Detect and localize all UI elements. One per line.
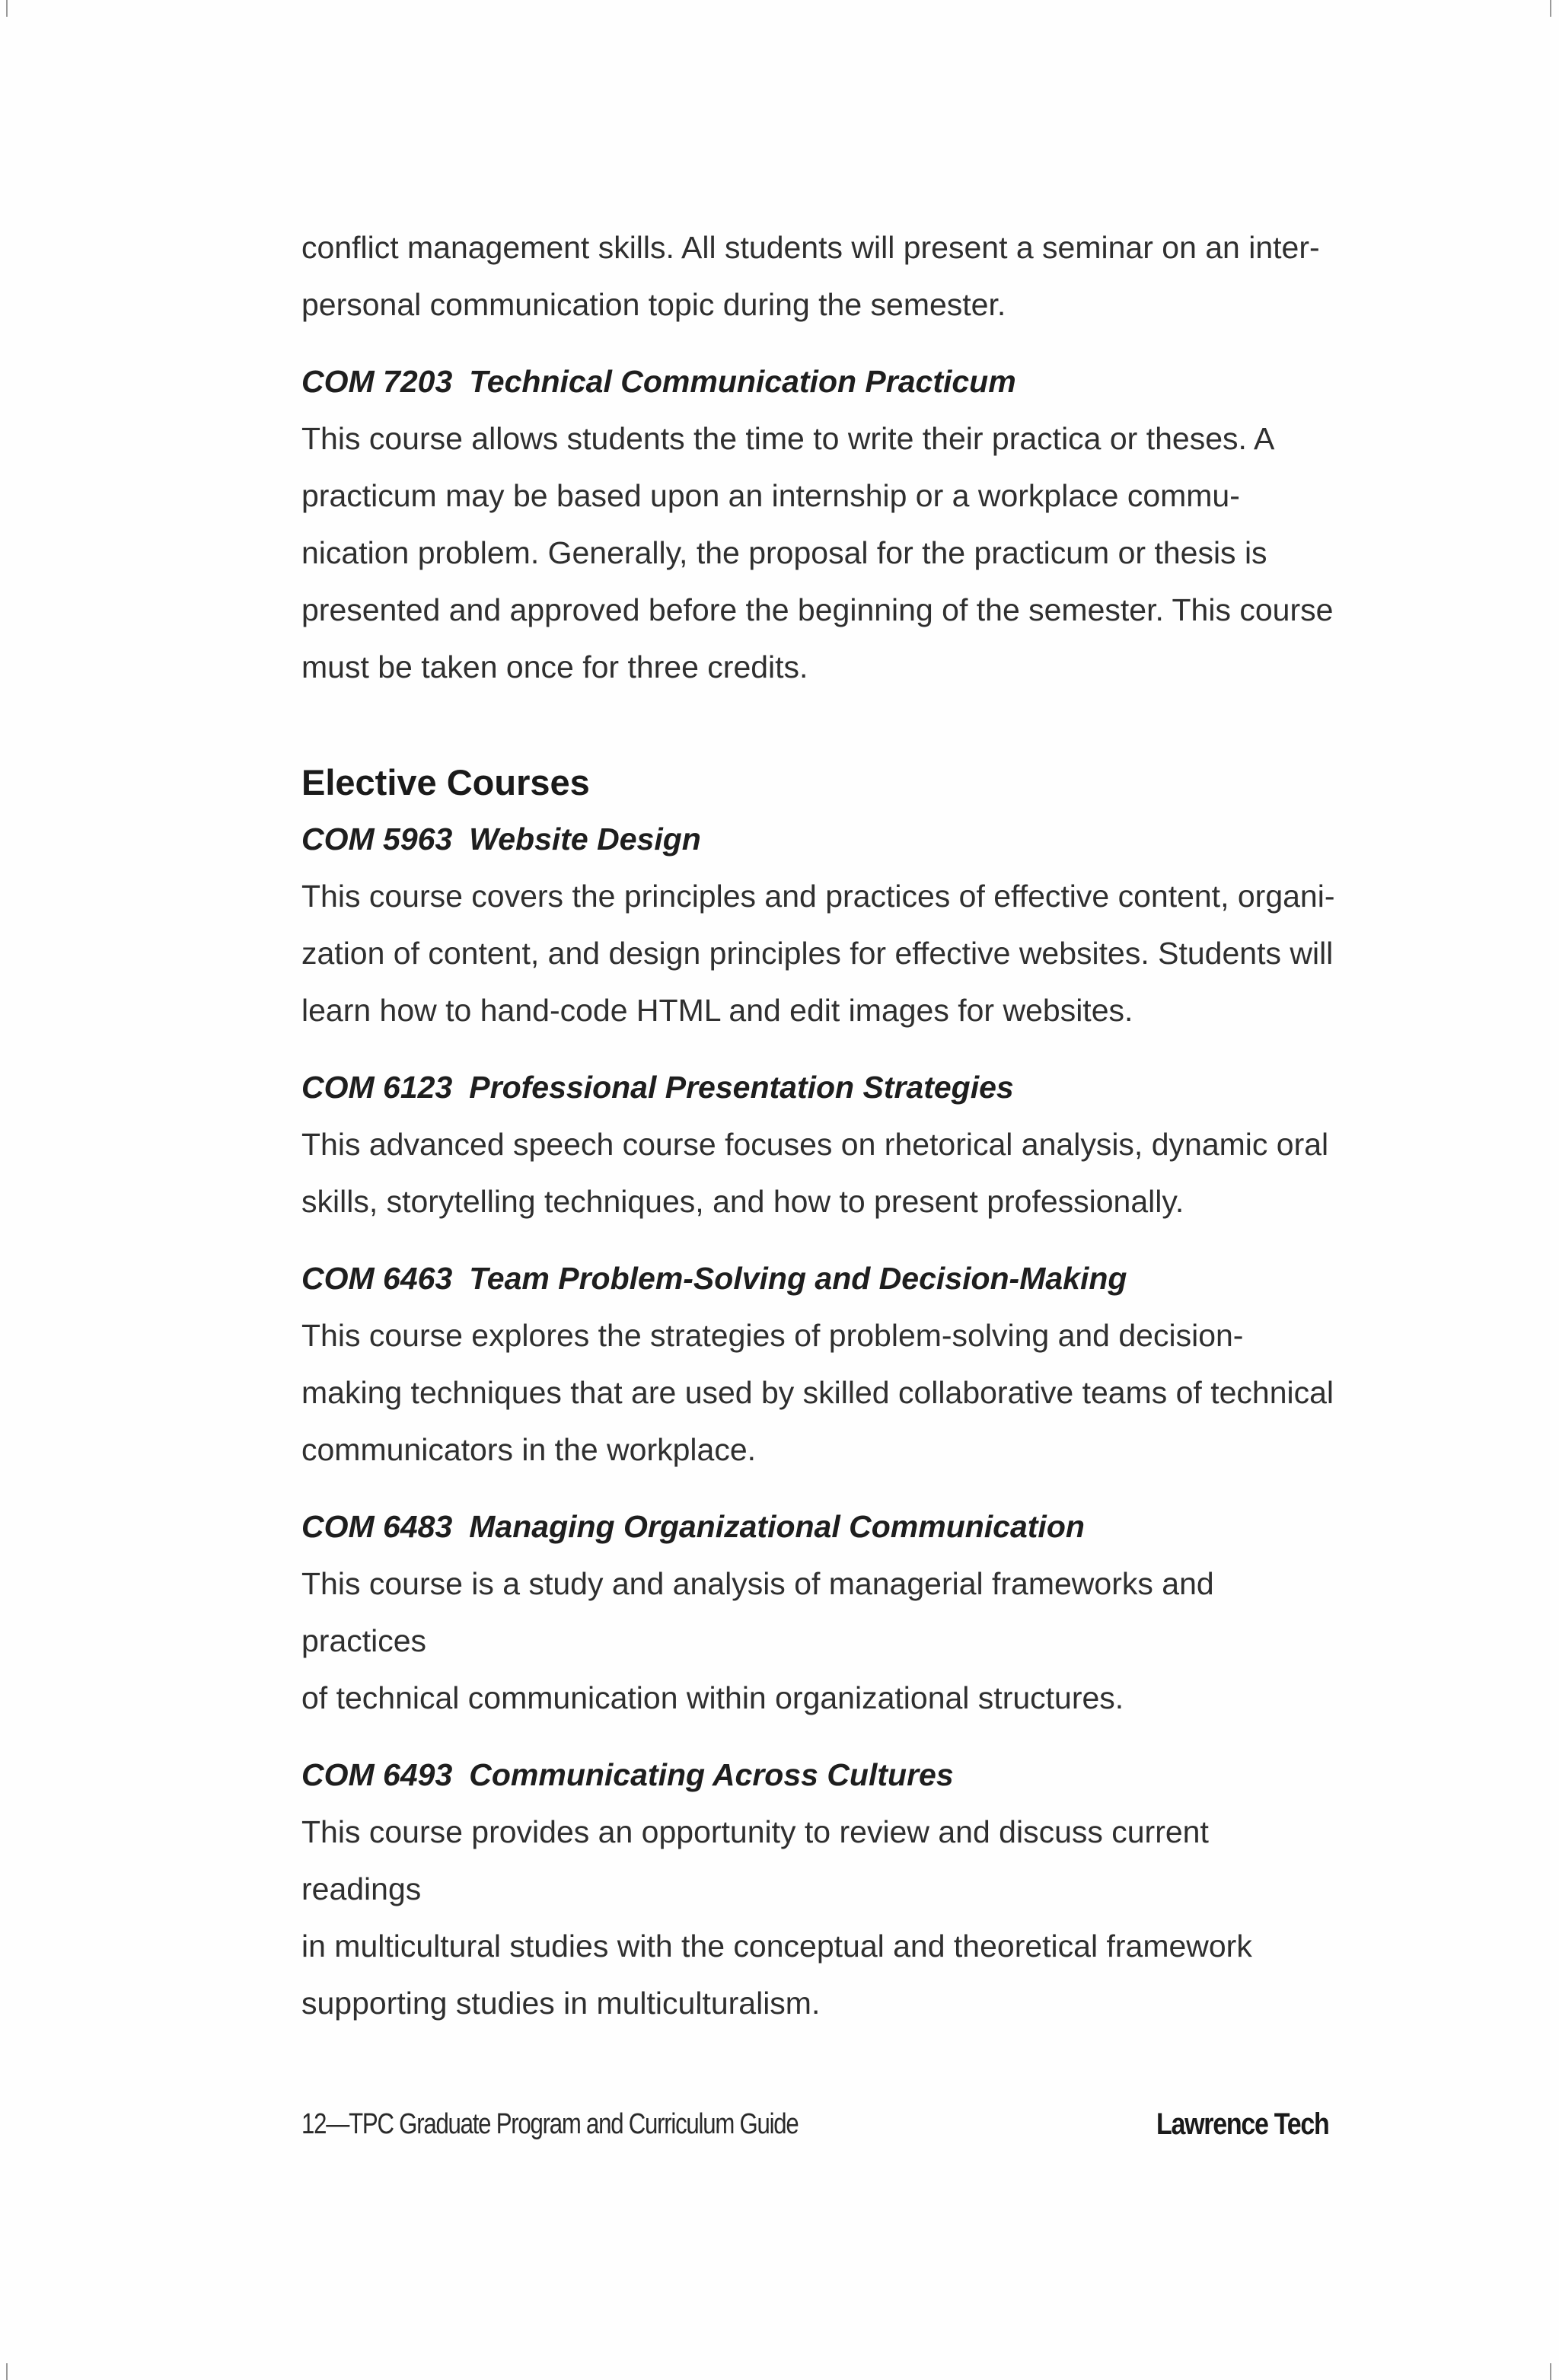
intro-paragraph: conflict management skills. All students will present a seminar on an inter- personal communication topic during the semester. bbox=[301, 230, 1320, 322]
course-com-6123 bbox=[301, 1059, 1337, 1230]
course-code: COM 7203 bbox=[301, 364, 453, 399]
crop-mark-bottom-right bbox=[1550, 2363, 1551, 2380]
course-title: Professional Presentation Strategies bbox=[469, 1070, 1014, 1105]
course-com-6483 bbox=[301, 1498, 1337, 1727]
course-code: COM 5963 bbox=[301, 822, 453, 857]
course-title: Team Problem-Solving and Decision-Making bbox=[469, 1261, 1127, 1296]
footer-page-label: 12—TPC Graduate Program and Curriculum Guide bbox=[301, 2107, 799, 2140]
course-heading bbox=[301, 1498, 1337, 1555]
course-heading bbox=[301, 1250, 1337, 1307]
course-description: This course allows students the time to write their practica or theses. A practicum may be based upon an internship or a workplace commu- nication problem. Generally, the proposal for the practicum or thesis is presented and approved before the beginning of the semester. This course must be taken once for three credits. bbox=[301, 421, 1334, 684]
course-description: This course explores the strategies of problem-solving and decision- making techniques that are used by skilled collaborative teams of technical communicators in the workplace. bbox=[301, 1318, 1334, 1467]
page-content bbox=[301, 219, 1337, 2032]
course-heading bbox=[301, 811, 1337, 868]
course-code: COM 6463 bbox=[301, 1261, 453, 1296]
course-title: Communicating Across Cultures bbox=[469, 1757, 954, 1792]
course-heading bbox=[301, 353, 1337, 410]
course-code: COM 6493 bbox=[301, 1757, 453, 1792]
course-com-5963 bbox=[301, 811, 1337, 1039]
course-description: This course is a study and analysis of managerial frameworks and practices of technical communication within organizational structures. bbox=[301, 1566, 1214, 1715]
course-com-6463 bbox=[301, 1250, 1337, 1479]
course-code: COM 6483 bbox=[301, 1509, 453, 1544]
course-description: This course covers the principles and practices of effective content, organi- zation of content, and design principles for effective websites. Students will learn how to hand-code HTML and edit images for websites. bbox=[301, 879, 1335, 1028]
course-description: This advanced speech course focuses on rhetorical analysis, dynamic oral skills, storytelling techniques, and how to present professionally. bbox=[301, 1127, 1329, 1219]
course-description: This course provides an opportunity to review and discuss current readings in multicultural studies with the conceptual and theoretical framework supporting studies in multiculturalism. bbox=[301, 1814, 1252, 2021]
course-com-7203 bbox=[301, 353, 1337, 696]
footer-brand-logo: Lawrence Tech bbox=[1156, 2107, 1329, 2141]
crop-mark-top-left bbox=[6, 0, 8, 17]
course-heading bbox=[301, 1747, 1337, 1804]
course-title: Website Design bbox=[469, 822, 701, 857]
crop-mark-bottom-left bbox=[6, 2363, 8, 2380]
crop-mark-top-right bbox=[1550, 0, 1551, 17]
course-title: Managing Organizational Communication bbox=[469, 1509, 1085, 1544]
course-com-6493 bbox=[301, 1747, 1337, 2032]
section-heading-elective: Elective Courses bbox=[301, 762, 590, 802]
page-footer bbox=[301, 2101, 1329, 2147]
course-title: Technical Communication Practicum bbox=[469, 364, 1016, 399]
course-heading bbox=[301, 1059, 1337, 1116]
course-code: COM 6123 bbox=[301, 1070, 453, 1105]
